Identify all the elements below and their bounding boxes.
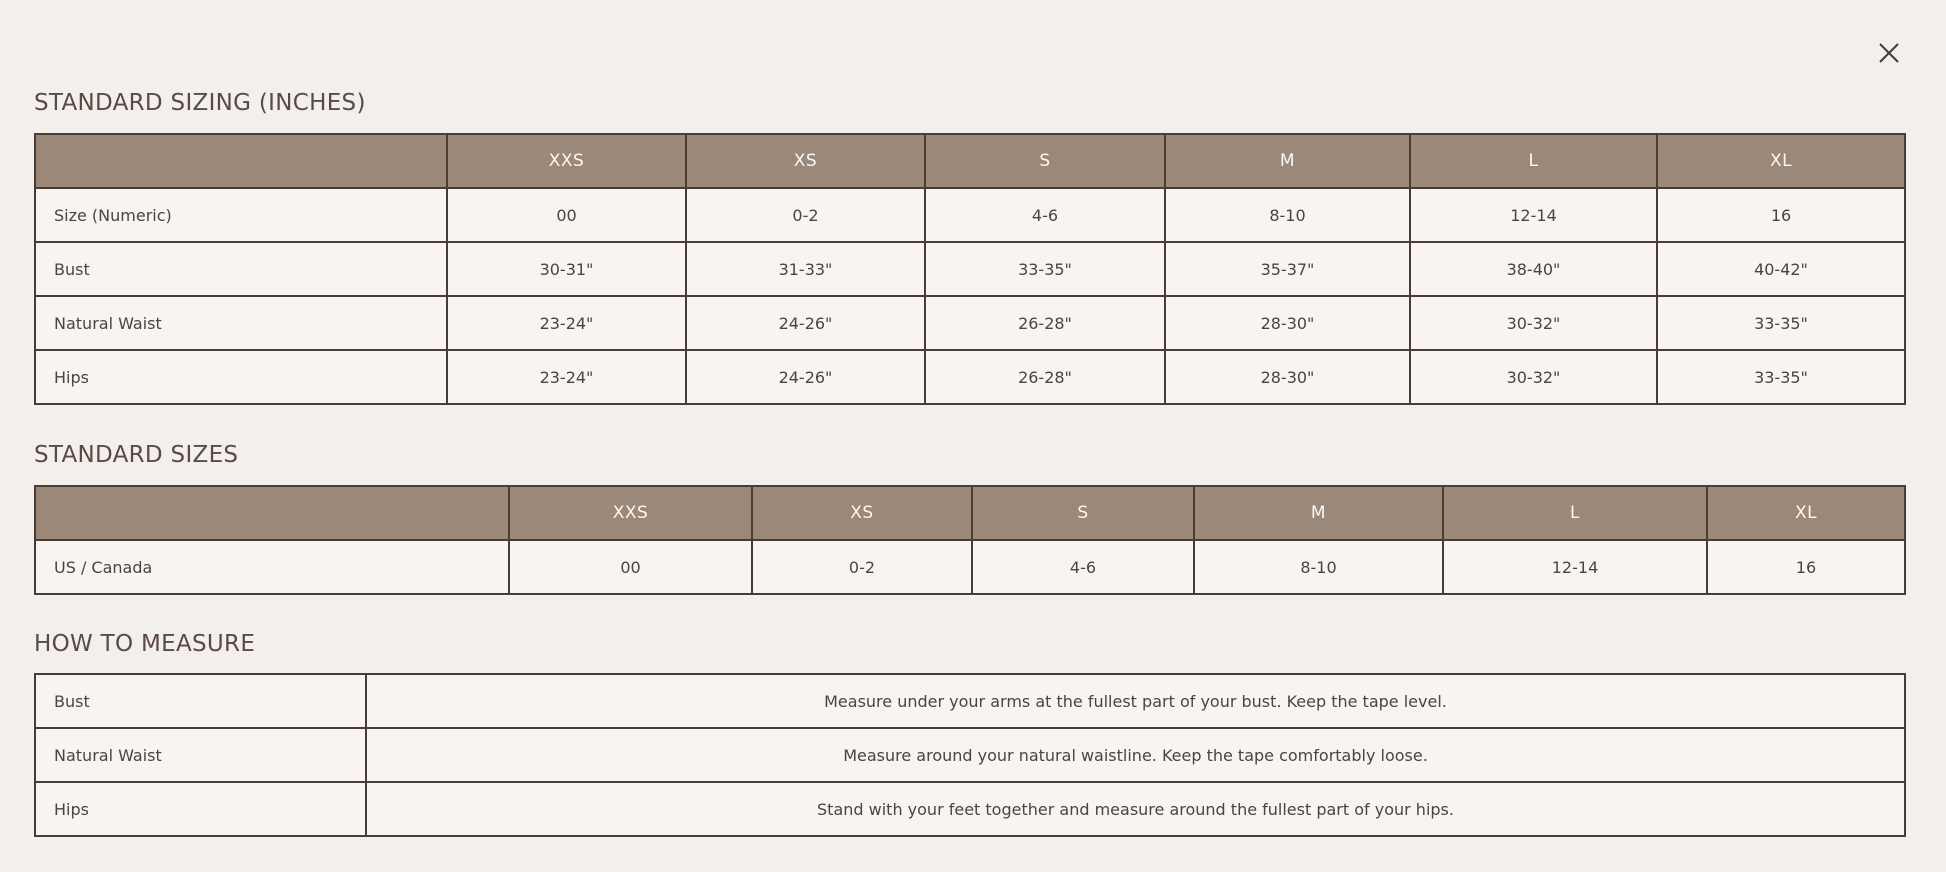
sizes-header-m: M	[1194, 486, 1443, 540]
table-row	[35, 674, 1905, 728]
table-cell: 4-6	[972, 540, 1194, 594]
row-label-bust: Bust	[35, 674, 366, 728]
table-cell: 33-35"	[925, 242, 1165, 296]
row-label-size-numeric: Size (Numeric)	[35, 188, 447, 242]
measure-title: HOW TO MEASURE	[34, 631, 256, 657]
sizing-header-row	[35, 134, 1905, 188]
close-button[interactable]	[1874, 38, 1904, 68]
sizes-header-s: S	[972, 486, 1194, 540]
table-cell: 0-2	[752, 540, 972, 594]
row-label-hips: Hips	[35, 350, 447, 404]
table-cell: 38-40"	[1410, 242, 1657, 296]
table-cell: 00	[447, 188, 686, 242]
table-cell: 35-37"	[1165, 242, 1410, 296]
sizing-header-s: S	[925, 134, 1165, 188]
sizing-title: STANDARD SIZING (INCHES)	[34, 90, 366, 116]
sizes-header-l: L	[1443, 486, 1707, 540]
row-label-bust: Bust	[35, 242, 447, 296]
table-row	[35, 296, 1905, 350]
table-cell: 4-6	[925, 188, 1165, 242]
sizes-table	[34, 485, 1906, 595]
table-cell: 30-31"	[447, 242, 686, 296]
table-cell: 12-14	[1443, 540, 1707, 594]
table-cell: 23-24"	[447, 350, 686, 404]
table-row	[35, 188, 1905, 242]
table-cell: 30-32"	[1410, 296, 1657, 350]
measure-instruction: Measure under your arms at the fullest part of your bust. Keep the tape level.	[366, 674, 1905, 728]
measure-table	[34, 673, 1906, 837]
measure-instruction: Measure around your natural waistline. Keep the tape comfortably loose.	[366, 728, 1905, 782]
row-label-natural-waist: Natural Waist	[35, 728, 366, 782]
sizes-header-xxs: XXS	[509, 486, 752, 540]
table-row	[35, 782, 1905, 836]
sizes-header-blank	[35, 486, 509, 540]
close-icon	[1874, 38, 1904, 68]
row-label-us-canada: US / Canada	[35, 540, 509, 594]
table-cell: 12-14	[1410, 188, 1657, 242]
table-cell: 23-24"	[447, 296, 686, 350]
table-cell: 30-32"	[1410, 350, 1657, 404]
sizing-header-xxs: XXS	[447, 134, 686, 188]
table-cell: 28-30"	[1165, 296, 1410, 350]
sizes-title: STANDARD SIZES	[34, 442, 239, 468]
table-cell: 31-33"	[686, 242, 925, 296]
table-cell: 28-30"	[1165, 350, 1410, 404]
table-cell: 24-26"	[686, 350, 925, 404]
row-label-hips: Hips	[35, 782, 366, 836]
table-cell: 0-2	[686, 188, 925, 242]
sizes-header-xl: XL	[1707, 486, 1905, 540]
table-row	[35, 540, 1905, 594]
table-cell: 33-35"	[1657, 296, 1905, 350]
table-cell: 24-26"	[686, 296, 925, 350]
table-cell: 8-10	[1194, 540, 1443, 594]
sizes-header-xs: XS	[752, 486, 972, 540]
table-cell: 16	[1707, 540, 1905, 594]
table-row	[35, 242, 1905, 296]
table-cell: 16	[1657, 188, 1905, 242]
sizing-header-blank	[35, 134, 447, 188]
table-cell: 8-10	[1165, 188, 1410, 242]
table-cell: 26-28"	[925, 350, 1165, 404]
measure-instruction: Stand with your feet together and measure around the fullest part of your hips.	[366, 782, 1905, 836]
table-cell: 33-35"	[1657, 350, 1905, 404]
sizing-header-m: M	[1165, 134, 1410, 188]
sizes-header-row	[35, 486, 1905, 540]
sizing-header-l: L	[1410, 134, 1657, 188]
table-row	[35, 350, 1905, 404]
table-cell: 26-28"	[925, 296, 1165, 350]
sizing-header-xs: XS	[686, 134, 925, 188]
sizing-header-xl: XL	[1657, 134, 1905, 188]
table-row	[35, 728, 1905, 782]
row-label-natural-waist: Natural Waist	[35, 296, 447, 350]
table-cell: 00	[509, 540, 752, 594]
table-cell: 40-42"	[1657, 242, 1905, 296]
sizing-table	[34, 133, 1906, 405]
